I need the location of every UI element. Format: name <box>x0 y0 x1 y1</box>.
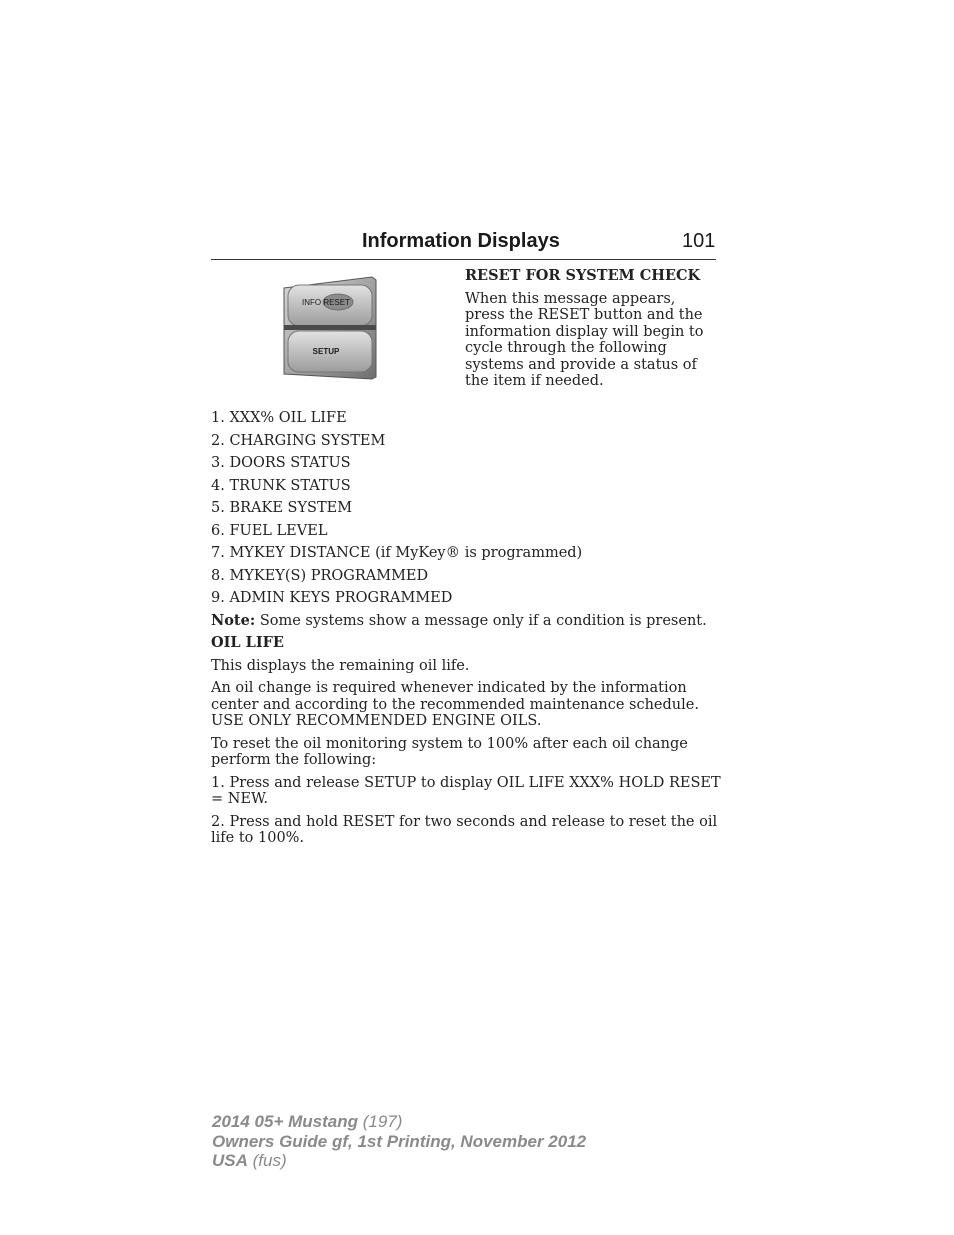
info-reset-setup-button-illustration <box>282 276 378 380</box>
list-item: 8. MYKEY(S) PROGRAMMED <box>211 567 429 584</box>
footer-code: (197) <box>362 1112 403 1131</box>
page-title: Information Displays <box>362 230 560 252</box>
paragraph: An oil change is required whenever indicated by the information center and according to the recommended maintenance schedule. USE ONLY RECOMMENDED ENGINE OILS. <box>211 680 699 729</box>
list-item: 4. TRUNK STATUS <box>211 477 351 494</box>
footer-line <box>212 1151 586 1171</box>
paragraph: 2. Press and hold RESET for two seconds and release to reset the oil life to 100%. <box>211 813 718 846</box>
paragraph: To reset the oil monitoring system to 100% after each oil change perform the following: <box>211 735 688 768</box>
note-text: Some systems show a message only if a condition is present. <box>259 612 707 629</box>
paragraph: 1. Press and release SETUP to display OIL LIFE XXX% HOLD RESET = NEW. <box>211 774 721 807</box>
list-item: 7. MYKEY DISTANCE (if MyKey® is programmed) <box>211 545 583 561</box>
header-rule <box>211 259 716 260</box>
reset-system-check-section <box>465 268 717 390</box>
list-item: 6. FUEL LEVEL <box>211 522 328 539</box>
section-text: When this message appears, press the RESET button and the information display will begin to cycle through the following systems and provide a status of the item if needed. <box>465 290 704 389</box>
footer-model: 2014 05+ Mustang <box>212 1112 358 1131</box>
list-item: 9. ADMIN KEYS PROGRAMMED <box>211 590 453 606</box>
list-item: 5. BRAKE SYSTEM <box>211 500 353 516</box>
note <box>211 613 721 636</box>
body-text <box>211 410 721 853</box>
footer <box>212 1112 586 1171</box>
footer-market-code: (fus) <box>252 1151 287 1170</box>
note-label: Note: <box>211 611 256 629</box>
paragraph: This displays the remaining oil life. <box>211 657 470 674</box>
setup-label: SETUP <box>312 347 340 356</box>
list-item: 1. XXX% OIL LIFE <box>211 410 347 426</box>
list-item: 2. CHARGING SYSTEM <box>211 432 386 449</box>
info-reset-label: INFO RESET <box>301 298 351 307</box>
footer-guide: Owners Guide gf, 1st Printing, November 2012 <box>212 1131 587 1151</box>
footer-line <box>212 1112 586 1132</box>
oil-life-heading: OIL LIFE <box>211 634 284 651</box>
footer-market: USA <box>212 1151 248 1170</box>
page-number: 101 <box>682 230 716 252</box>
list-item: 3. DOORS STATUS <box>211 455 351 471</box>
footer-line <box>212 1132 586 1152</box>
section-heading: RESET FOR SYSTEM CHECK <box>465 267 701 284</box>
